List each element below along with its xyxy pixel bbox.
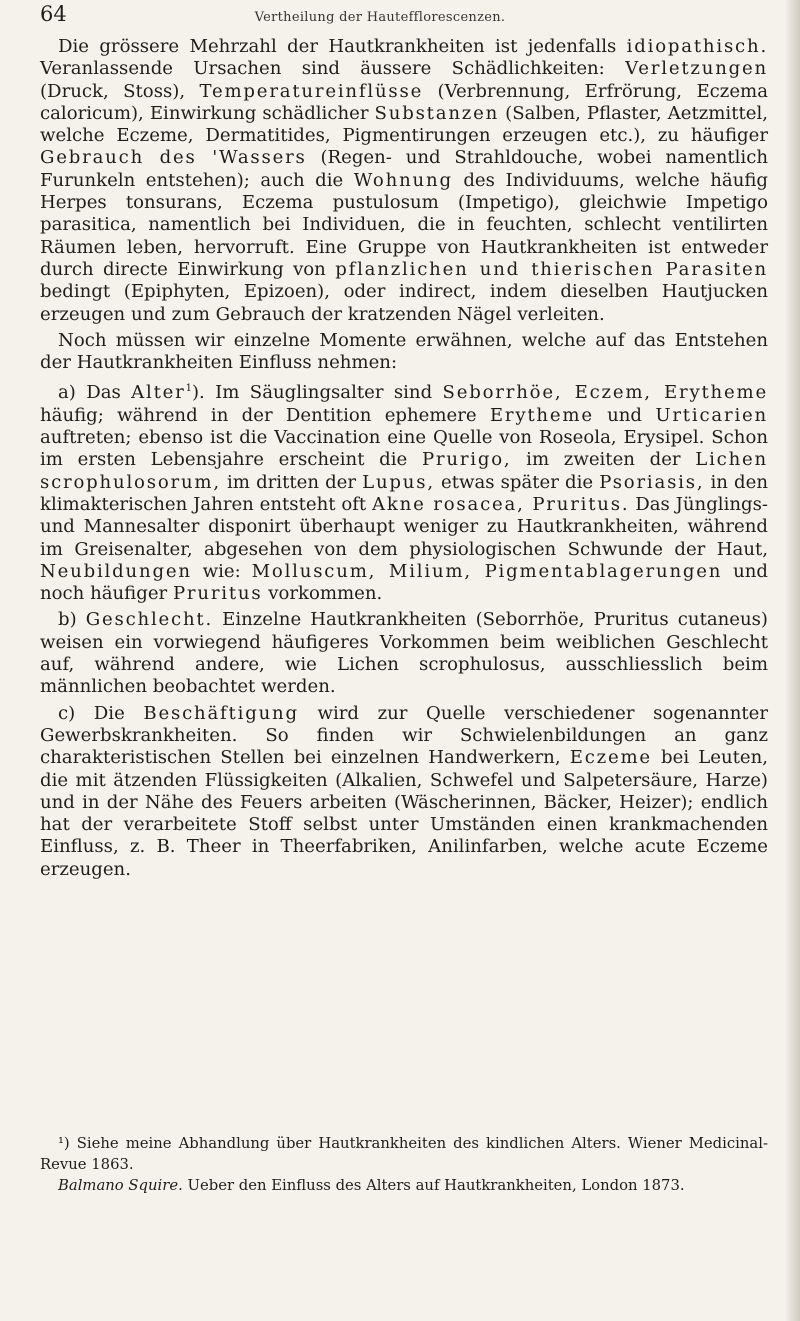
footnote-2: Balmano Squire. Ueber den Einfluss des Alters auf Hautkrankheiten, London 1873.	[58, 1177, 685, 1194]
footnote-ref: 1	[185, 383, 192, 395]
main-text	[40, 36, 768, 881]
page-number: 64	[40, 2, 67, 26]
page-edge-shadow	[786, 0, 800, 1321]
paragraph-moments: Noch müssen wir einzelne Momente erwähnen, welche auf das Entstehen der Hautkrankheiten Einfluss nehmen:	[40, 329, 768, 374]
paragraph-idiopathic: Die grössere Mehrzahl der Hautkrankheiten ist jedenfalls idiopathisch. Veranlassende Ursachen sind äussere Schädlichkeiten: Verletzungen (Druck, Stoss), Temperatureinflüsse (Verbrennung, Erfrörung, Eczema caloricum), Einwirkung schädlicher Substanzen (Salben, Pflaster, Aetzmittel, welche Eczeme, Dermatitides, Pigmentirungen erzeugen etc.), zu häufiger Gebrauch des 'Wassers (Regen- und Strahldouche, wobei namentlich Furunkeln entstehen); auch die Wohnung des Individuums, welche häufig Herpes tonsurans, Eczema pustulosum (Impetigo), gleichwie Impetigo parasitica, namentlich bei Individuen, die in feuchten, schlecht ventilirten Räumen leben, hervorruft. Eine Gruppe von Hautkrankheiten ist entweder durch directe Einwirkung von pflanzlichen und thierischen Parasiten bedingt (Epiphyten, Epizoen), oder indirect, indem dieselben Hautjucken erzeugen und zum Gebrauch der kratzenden Nägel verleiten.	[40, 36, 768, 325]
footnotes	[40, 1133, 768, 1196]
page-header	[40, 2, 785, 32]
book-page	[40, 0, 785, 1321]
running-title: Vertheilung der Hautefflorescenzen.	[254, 10, 506, 25]
footnote-1: ¹) Siehe meine Abhandlung über Hautkrankheiten des kindlichen Alters. Wiener Medicinal-Revue 1863.	[40, 1135, 768, 1173]
paragraph-age: a) Das Alter$^1$). Im Säuglingsalter sind Seborrhöe, Eczem, Erytheme häufig; während in der Dentition ephemere Erytheme und Urticarien auftreten; ebenso ist die Vaccination eine Quelle von Roseola, Erysipel. Schon im ersten Lebensjahre erscheint die Prurigo, im zweiten der Lichen scrophulosorum, im dritten der Lupus, etwas später die Psoriasis, in den klimakterischen Jahren entsteht oft Akne rosacea, Pruritus. Das Jünglings- und Mannesalter disponirt überhaupt weniger zu Hautkrankheiten, während im Greisenalter, abgesehen von dem physiologischen Schwunde der Haut, Neubildungen wie: Molluscum, Milium, Pigmentablagerungen und noch häufiger Pruritus vorkommen.	[40, 382, 769, 605]
paragraph-sex: b) Geschlecht. Einzelne Hautkrankheiten (Seborrhöe, Pruritus cutaneus) weisen ein vorwiegend häufigeres Vorkommen beim weiblichen Geschlecht auf, während andere, wie Lichen scrophulosus, ausschliesslich beim männlichen beobachtet werden.	[40, 609, 768, 698]
paragraph-occupation: c) Die Beschäftigung wird zur Quelle verschiedener sogenannter Gewerbskrankheiten. So finden wir Schwielenbildungen an ganz charakteristischen Stellen bei einzelnen Handwerkern, Eczeme bei Leuten, die mit ätzenden Flüssigkeiten (Alkalien, Schwefel und Salpetersäure, Harze) und in der Nähe des Feuers arbeiten (Wäscherinnen, Bäcker, Heizer); endlich hat der verarbeitete Stoff selbst unter Umständen einen krankmachenden Einfluss, z. B. Theer in Theerfabriken, Anilinfarben, welche acute Eczeme erzeugen.	[40, 702, 769, 880]
